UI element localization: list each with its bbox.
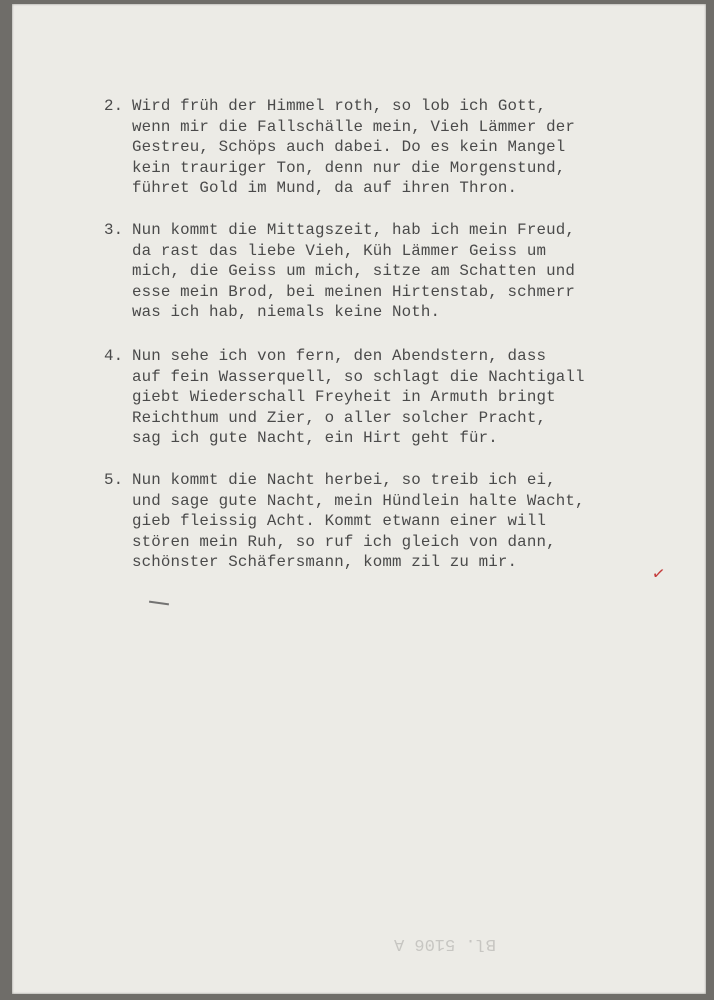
verse-5 [104, 470, 714, 573]
verse-line: führet Gold im Mund, da auf ihren Thron. [132, 179, 518, 197]
show-through-text [82, 604, 586, 621]
verse-4 [104, 346, 714, 449]
verse-line: Nun sehe ich von fern, den Abendstern, dass [132, 347, 547, 365]
verse-line: Nun kommt die Mittagszeit, hab ich mein Freud, [132, 221, 575, 239]
verse-line: mich, die Geiss um mich, sitze am Schatten und [132, 262, 575, 280]
verse-3 [104, 220, 714, 323]
verse-2 [104, 96, 714, 199]
verse-line: wenn mir die Fallschälle mein, Vieh Lämmer der [132, 117, 575, 136]
document-page [12, 4, 706, 994]
verse-line: Reichthum und Zier, o aller solcher Pracht, [132, 408, 547, 427]
verse-line: kein trauriger Ton, denn nur die Morgenstund, [132, 158, 566, 177]
verse-number: 2. [104, 97, 124, 115]
verse-line: und sage gute Nacht, mein Hündlein halte Wacht, [132, 491, 585, 510]
verse-line: giebt Wiederschall Freyheit in Armuth bringt [132, 388, 556, 406]
verse-line: sag ich gute Nacht, ein Hirt geht für. [132, 429, 498, 447]
verse-line: auf fein Wasserquell, so schlagt die Nachtigall [132, 367, 585, 386]
verse-line: esse mein Brod, bei meinen Hirtenstab, schmerr [132, 282, 575, 301]
verse-line: da rast das liebe Vieh, Küh Lämmer Geiss um [132, 241, 547, 260]
verse-line: stören mein Ruh, so ruf ich gleich von dann, [132, 532, 556, 551]
verse-number: 4. [104, 347, 124, 365]
verse-number: 5. [104, 471, 124, 489]
verse-line: Gestreu, Schöps auch dabei. Do es kein Mangel [132, 138, 566, 156]
verse-line: schönster Schäfersmann, komm zil zu mir. [132, 553, 518, 571]
red-checkmark-icon: ✓ [650, 563, 667, 584]
verse-line: Nun kommt die Nacht herbei, so treib ich ei, [132, 471, 556, 489]
verse-line: was ich hab, niemals keine Noth. [132, 303, 441, 321]
verse-line: Wird früh der Himmel roth, so lob ich Gott, [132, 97, 547, 115]
archive-stamp: Bl. 5106 A [394, 934, 497, 953]
verse-line: gieb fleissig Acht. Kommt etwann einer will [132, 512, 547, 530]
verse-number: 3. [104, 221, 124, 239]
